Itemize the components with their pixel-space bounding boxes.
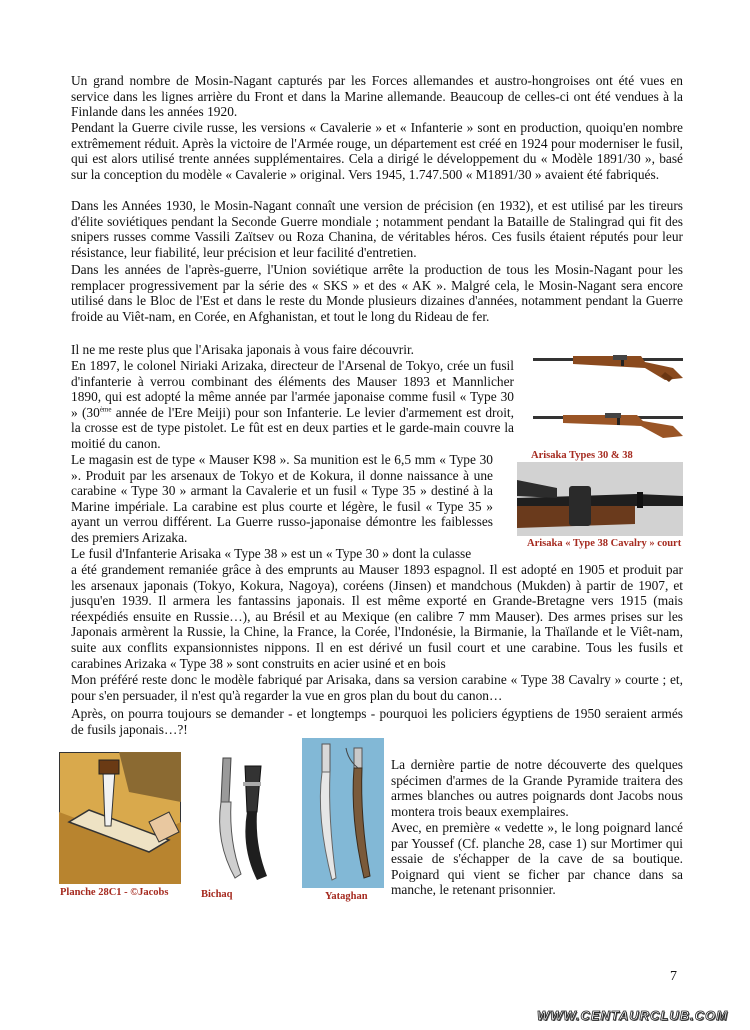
rifle-type30-image: [533, 346, 683, 390]
caption-bichaq: Bichaq: [201, 889, 233, 900]
paragraph-type38-first-line: Le fusil d'Infanterie Arisaka « Type 38 » est un « Type 30 » dont la culasse: [71, 546, 472, 561]
text-1897-a: En 1897, le colonel Niriaki Arizaka, directeur de l'Arsenal de Tokyo, crée un fusil d'infanterie à verrou combinant des éléments des Mauser 1893 et Mannlicher 1890, qui est adopté la même année par l'armée japonaise comme fusil « Type 30 » (30: [71, 358, 514, 420]
paragraph-policiers: Après, on pourra toujours se demander - et longtemps - pourquoi les policiers égyptiens de 1950 seraient armés de fusils japonais…?!: [71, 706, 683, 737]
paragraph-1930s: Dans les Années 1930, le Mosin-Nagant connaît une version de précision (en 1932), et est utilisé par les tireurs d'élite soviétiques pendant la Seconde Guerre mondiale ; notamment pendant la Bataille de Stalingrad qui fit des snipers russes comme Vassili Zaïtsev ou Roza Chanina, de véritables héros. Ces fusils étaient réputés pour leur résistance, leur fiabilité, leur précision et leur facilité d'entretien.: [71, 198, 683, 260]
paragraph-armes-blanches: La dernière partie de notre découverte des quelques spécimen d'armes de la Grande Pyramide traitera des armes blanches ou autres poignards dont Jacobs nous montera trois beaux exemplaires.: [391, 757, 683, 819]
caption-planche: Planche 28C1 - ©Jacobs: [60, 887, 169, 898]
superscript-eme: ème: [99, 405, 112, 414]
rifle-type38-image: [533, 406, 683, 448]
text-1897-b: année de l'Ere Meiji) pour son Infanterie. Le levier d'armement est droit, la crosse est de type pistolet. Le fût est en deux parties et le garde-main couvre la moitié du canon.: [71, 404, 514, 451]
paragraph-civil-war: Pendant la Guerre civile russe, les versions « Cavalerie » et « Infanterie » sont en production, quoiqu'en nombre extrêmement réduit. Après la victoire de l'Armée rouge, un département est créé en 1924 pour moderniser le fusil, qui est alors utilisé trente années supplémentaires. Cela a dirigé le développement du « Modèle 1891/30 », basé sur la conception du modèle « Cavalerie » original. Vers 1945, 1.747.500 « M1891/30 » avaient été fabriqués.: [71, 120, 683, 182]
paragraph-type38: a été grandement remaniée grâce à des emprunts au Mauser 1893 espagnol. Il est adopté en 1905 et produit par les arsenaux japonais (Tokyo, Kokura, Nagoya), coréens (Jinsen) et mandchous (Mukden) à partir de 1907, et jusqu'en 1939. Il armera les fantassins japonais. Il est même exporté en Grande-Bretagne vers 1915 (mais réexpédiés ensuite en Russie…), au Brésil et au Mexique (en calibre 7 mm Mauser). Des armes prises sur les Japonais armèrent la Russie, la Chine, la France, la Corée, l'Indonésie, la Birmanie, la Thaïlande et le Viêt-nam, suite aux conflits expansionnistes nippons. Il en est dérivé un fusil court et une carabine. Tous les fusils et carabines Arizaka « Type 38 » sont construits en acier usiné et en bois: [71, 562, 683, 671]
watermark: WWW.CENTAURCLUB.COM: [537, 1008, 729, 1023]
paragraph-mosin-capture: Un grand nombre de Mosin-Nagant capturés par les Forces allemandes et austro-hongroises ont été vues en service dans les lignes arrière du Front et dans la Marine allemande. Beaucoup de celles-ci ont été vendues à la Finlande dans les années 1920.: [71, 73, 683, 120]
caption-cavalry-court: Arisaka « Type 38 Cavalry » court: [527, 538, 682, 549]
paragraph-poignard: Avec, en première « vedette », le long poignard lancé par Youssef (Cf. planche 28, case 1) sur Mortimer qui essaie de s'échapper de la cave de sa boutique. Poignard qui vient se ficher par chance dans sa manche, le retenant prisonnier.: [391, 820, 683, 898]
caption-yataghan: Yataghan: [325, 891, 368, 902]
yataghan-image: [302, 738, 384, 888]
paragraph-arisaka-1897: [71, 358, 514, 452]
paragraph-prefere: Mon préféré reste donc le modèle fabriqué par Arisaka, dans sa version carabine « Type 38 Cavalry » courte ; et, pour s'en persuader, il n'est qu'à regarder la vue en gros plan du bout du canon…: [71, 672, 683, 703]
bichaq-image: [185, 752, 293, 884]
page-number: 7: [670, 969, 677, 984]
cavalry-barrel-closeup-image: [517, 462, 683, 536]
paragraph-arisaka-intro: Il ne me reste plus que l'Arisaka japonais à vous faire découvrir.: [71, 342, 415, 357]
paragraph-post-war: Dans les années de l'après-guerre, l'Union soviétique arrête la production de tous les Mosin-Nagant pour les remplacer progressivement par la série des « SKS » et des « AK ». Malgré cela, le Mosin-Nagant sera encore utilisé dans le Bloc de l'Est et dans le reste du Monde plusieurs dizaines d'années, notamment pendant la Guerre froide au Viêt-nam, en Corée, en Afghanistan, et tout le long du Rideau de fer.: [71, 262, 683, 324]
paragraph-magasin: Le magasin est de type « Mauser K98 ». Sa munition est le 6,5 mm « Type 30 ». Produit par les arsenaux de Tokyo et de Kokura, il donne naissance à une carabine « Type 30 » armant la Cavalerie et un fusil « Type 35 » destiné à la Marine impériale. La carabine est plus courte et légère, le fusil « Type 35 » ayant un verrou différent. La Guerre russo-japonaise démontre les faiblesses des premiers Arizaka.: [71, 452, 493, 545]
caption-arisaka-types: Arisaka Types 30 & 38: [531, 450, 633, 461]
planche-28c1-image: [59, 752, 181, 884]
